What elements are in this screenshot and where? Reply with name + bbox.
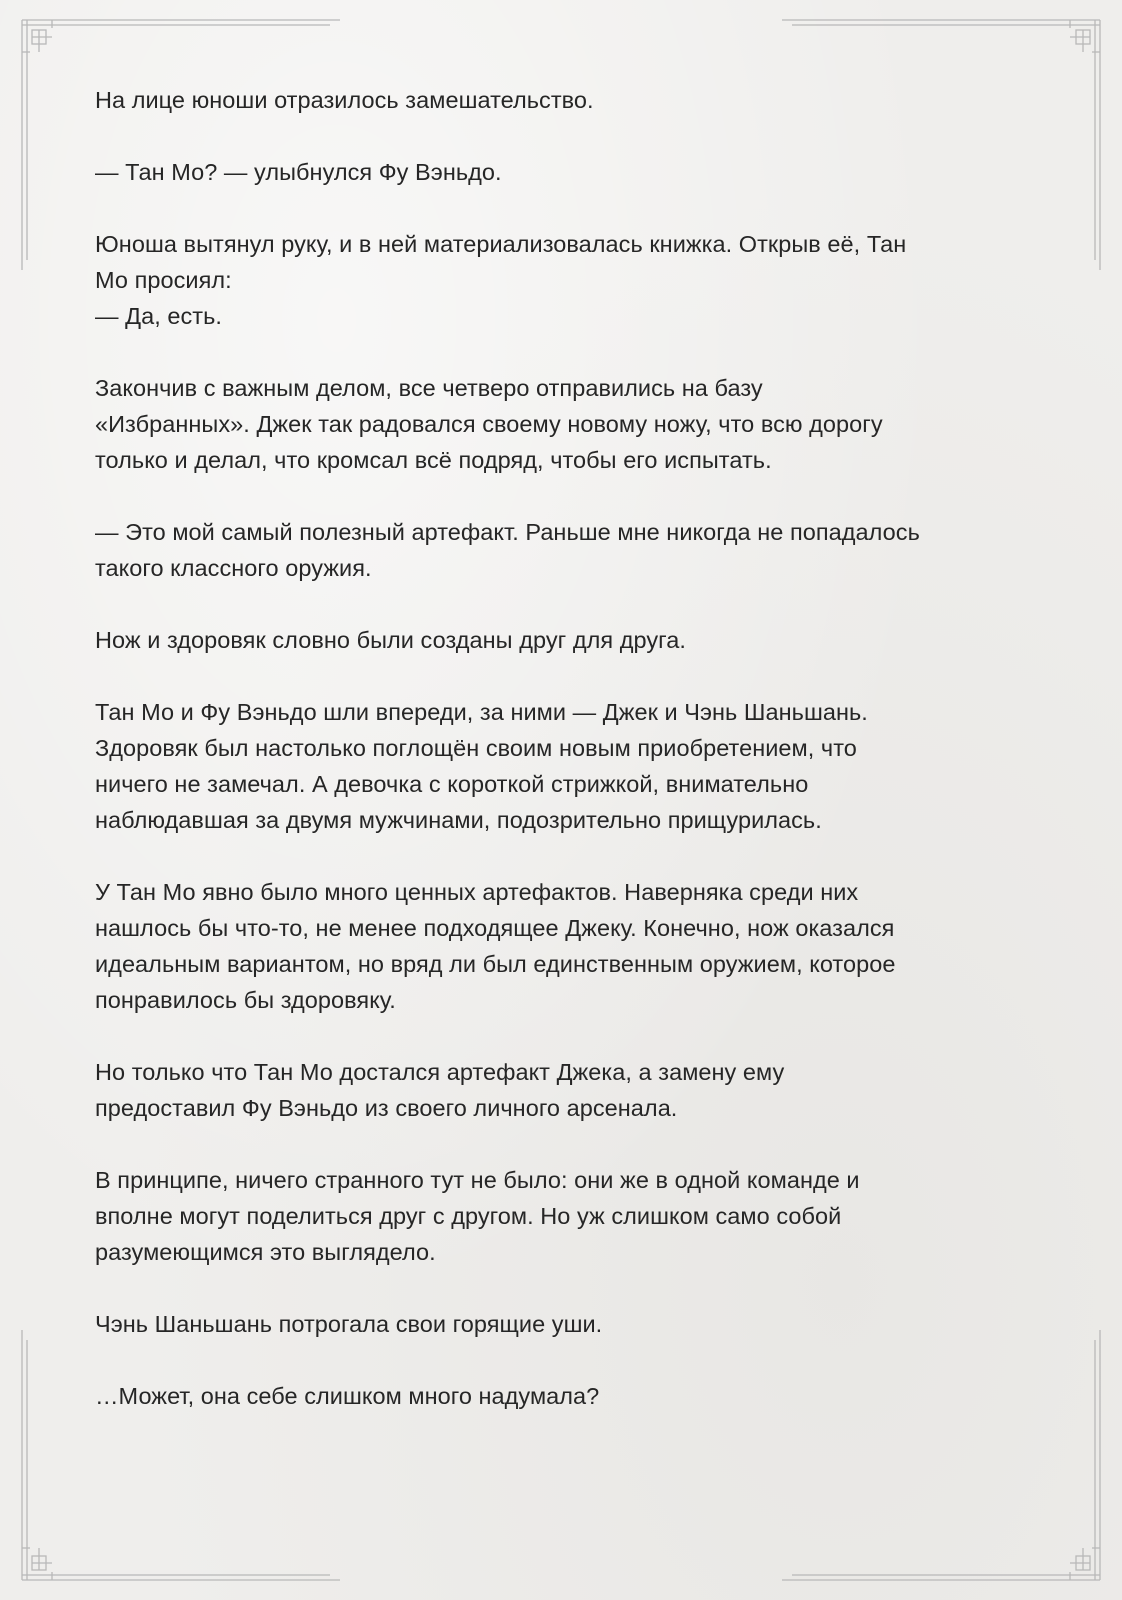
paragraph <box>95 370 1035 478</box>
text-line: Юноша вытянул руку, и в ней материализовалась книжка. Открыв её, Тан <box>95 231 907 257</box>
text-line: Мо просиял: <box>95 267 232 293</box>
text-line: — Это мой самый полезный артефакт. Раньше мне никогда не попадалось <box>95 519 920 545</box>
paragraph <box>95 1306 1035 1342</box>
paragraph <box>95 154 1035 190</box>
text-line: вполне могут поделиться друг с другом. Но уж слишком само собой <box>95 1203 842 1229</box>
text-line: Но только что Тан Мо достался артефакт Джека, а замену ему <box>95 1059 785 1085</box>
text-line: На лице юноши отразилось замешательство. <box>95 87 594 113</box>
text-line: Тан Мо и Фу Вэньдо шли впереди, за ними — Джек и Чэнь Шаньшань. <box>95 699 868 725</box>
text-line: только и делал, что кромсал всё подряд, чтобы его испытать. <box>95 447 772 473</box>
text-line: нашлось бы что-то, не менее подходящее Джеку. Конечно, нож оказался <box>95 915 895 941</box>
text-line: В принципе, ничего странного тут не было: они же в одной команде и <box>95 1167 860 1193</box>
text-line: понравилось бы здоровяку. <box>95 987 396 1013</box>
text-line: предоставил Фу Вэньдо из своего личного арсенала. <box>95 1095 678 1121</box>
text-line: наблюдавшая за двумя мужчинами, подозрительно прищурилась. <box>95 807 822 833</box>
paragraph <box>95 694 1035 838</box>
text-line: Нож и здоровяк словно были созданы друг для друга. <box>95 627 686 653</box>
paragraph <box>95 1162 1035 1270</box>
text-line: ничего не замечал. А девочка с короткой стрижкой, внимательно <box>95 771 809 797</box>
text-line: Здоровяк был настолько поглощён своим новым приобретением, что <box>95 735 857 761</box>
paragraph <box>95 514 1035 586</box>
text-line: разумеющимся это выглядело. <box>95 1239 436 1265</box>
text-line: …Может, она себе слишком много надумала? <box>95 1383 600 1409</box>
story-text <box>95 82 1035 1450</box>
text-line: У Тан Мо явно было много ценных артефактов. Наверняка среди них <box>95 879 859 905</box>
paragraph <box>95 874 1035 1018</box>
paragraph <box>95 622 1035 658</box>
paragraph <box>95 82 1035 118</box>
text-line: — Тан Мо? — улыбнулся Фу Вэньдо. <box>95 159 502 185</box>
paragraph <box>95 1378 1035 1414</box>
text-line: идеальным вариантом, но вряд ли был единственным оружием, которое <box>95 951 896 977</box>
text-line: такого классного оружия. <box>95 555 372 581</box>
text-line: Закончив с важным делом, все четверо отправились на базу <box>95 375 763 401</box>
text-line: «Избранных». Джек так радовался своему новому ножу, что всю дорогу <box>95 411 883 437</box>
text-line: — Да, есть. <box>95 303 222 329</box>
text-line: Чэнь Шаньшань потрогала свои горящие уши. <box>95 1311 603 1337</box>
paragraph <box>95 1054 1035 1126</box>
paragraph <box>95 226 1035 334</box>
